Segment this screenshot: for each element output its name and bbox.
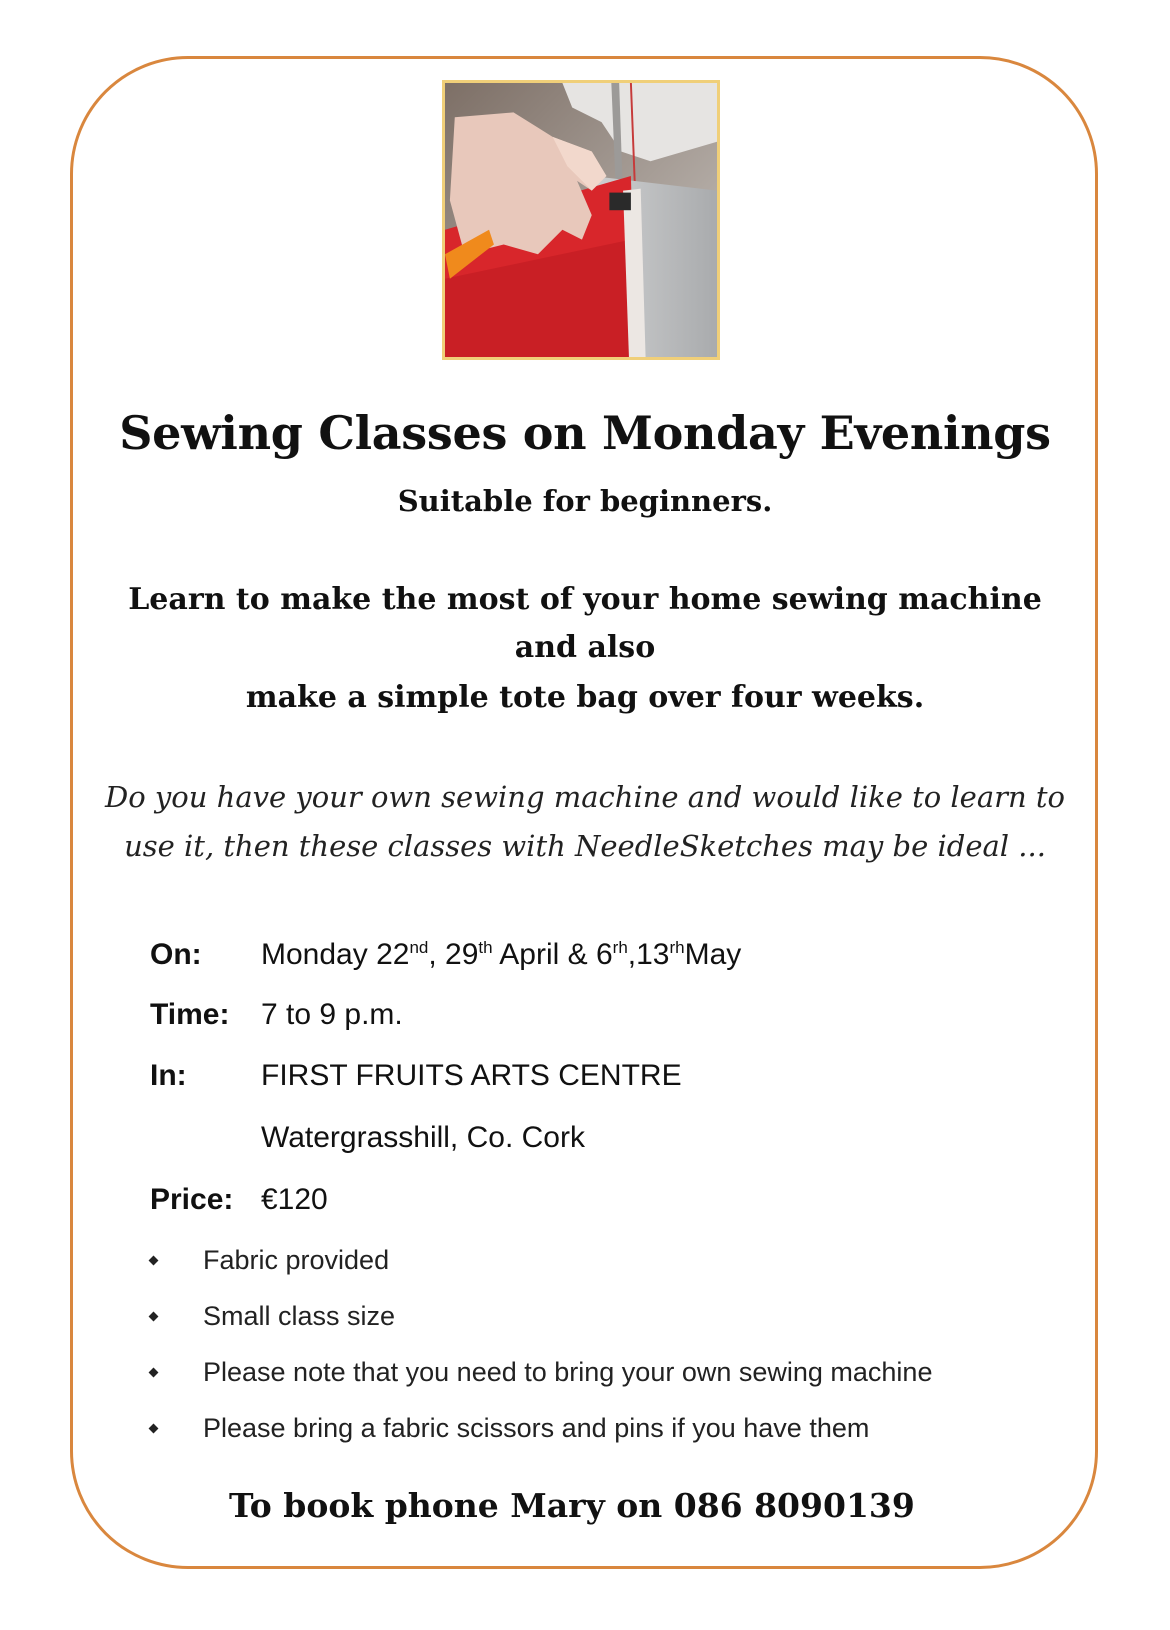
on-value-part: Monday 22: [261, 938, 410, 971]
time-value: 7 to 9 p.m.: [261, 998, 403, 1031]
on-value-part: , 29: [428, 938, 479, 971]
venue-address: Watergrasshill, Co. Cork: [261, 1121, 585, 1154]
learn-line-2: and also: [514, 630, 656, 665]
on-value-sup: rh: [669, 938, 685, 957]
on-value-part: April & 6: [492, 938, 613, 971]
poster-title: Sewing Classes on Monday Evenings: [119, 406, 1051, 460]
on-value: [261, 938, 741, 972]
booking-contact: To book phone Mary on 086 8090139: [229, 1486, 915, 1525]
on-value-sup: rh: [612, 938, 628, 957]
sewing-machine-photo: [442, 80, 720, 360]
list-item-text: Please note that you need to bring your own sewing machine: [203, 1357, 933, 1387]
question-line-2: use it, then these classes with NeedleSketches may be ideal ...: [124, 829, 1046, 863]
price-value: €120: [261, 1183, 328, 1216]
venue-name: FIRST FRUITS ARTS CENTRE: [261, 1059, 682, 1092]
learn-line-1: Learn to make the most of your home sewing machine: [128, 582, 1042, 617]
sewing-photo-illustration: [445, 83, 717, 357]
on-value-part: May: [684, 938, 742, 971]
on-value-sup: nd: [409, 938, 429, 957]
question-line-1: Do you have your own sewing machine and would like to learn to: [104, 780, 1066, 814]
on-value-part: ,13: [627, 938, 670, 971]
poster-subtitle: Suitable for beginners.: [397, 484, 773, 518]
price-label: Price:: [150, 1183, 234, 1216]
in-label: In:: [150, 1059, 187, 1092]
list-item-text: Please bring a fabric scissors and pins if you have them: [203, 1413, 870, 1443]
on-label: On:: [150, 938, 202, 971]
list-item-text: Fabric provided: [203, 1245, 390, 1275]
list-item-text: Small class size: [203, 1301, 396, 1331]
on-value-sup: th: [478, 938, 493, 957]
learn-line-3: make a simple tote bag over four weeks.: [245, 680, 925, 715]
time-label: Time:: [150, 998, 230, 1031]
